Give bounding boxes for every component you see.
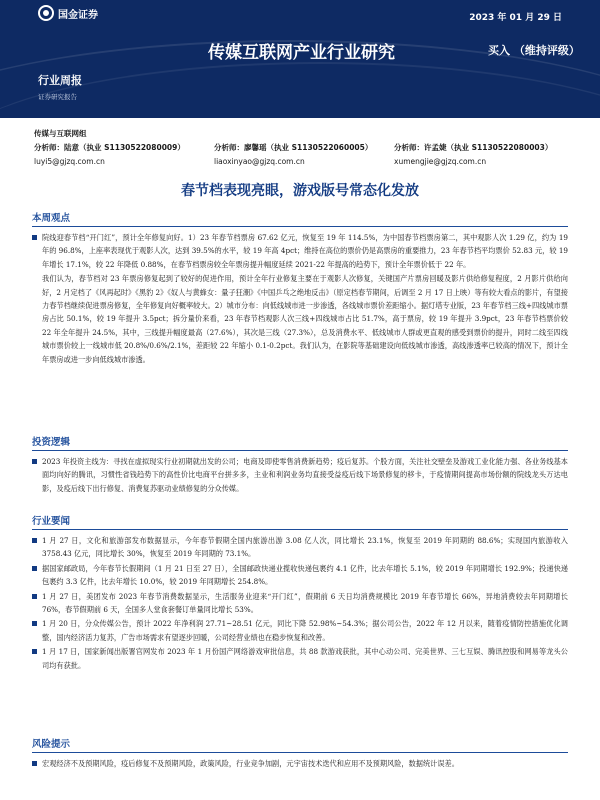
section-viewpoint: [32, 210, 568, 366]
analyst-name: 分析师：许孟婕（执业 S1130522080003）: [394, 143, 553, 152]
logo-icon: [38, 5, 54, 21]
bullet-item: 2023 年投资主线为：寻找在虚拟现实行业初期就出发的公司；电商及即使零售消费新趋势；疫后复苏。个股方面，关注社交壁垒及游戏工业化能力强、各业务线基本面均向好的腾讯，习惯性省钱趋势下的高性价比电商平台拼多多，主业和利润业务均直接受益疫后线下场景修复的移卡，于疫情期间提高市场份额的院线龙头万达电影，及疫后线下出行修复、消费复苏驱动业绩修复的分众传媒。: [32, 455, 568, 495]
section-title: [32, 736, 568, 753]
section-logic: [32, 434, 568, 496]
analyst-card: [34, 142, 214, 166]
section-risk: [32, 736, 568, 771]
analyst-email[interactable]: liaoxinyao@gjzq.com.cn: [214, 157, 305, 166]
analyst-email[interactable]: luyi5@gjzq.com.cn: [34, 157, 105, 166]
section-title-text: 行业要闻: [32, 516, 71, 527]
bullet-item: 宏观经济不及预期风险，疫后修复不及预期风险，政策风险，行业竞争加剧，元宇宙技术迭代和应用不及预期风险，数据统计误差。: [32, 757, 568, 770]
logo-text: 国金证券: [58, 9, 98, 21]
analyst-email[interactable]: xumengjie@gjzq.com.cn: [394, 157, 487, 166]
analyst-name: 分析师：廖馨瑶（执业 S1130522060005）: [214, 143, 373, 152]
bullet-item: 1 月 27 日，美团发布 2023 年春节消费数据显示，生活服务业迎来“开门红”，假期前 6 天日均消费规模比 2019 年春节增长 66%，异地消费较去年同期增长 76%，春节假期前 6 天，全国多人堂食套餐订单量同比增长 53%。: [32, 590, 568, 617]
report-title: 传媒互联网产业行业研究: [208, 43, 395, 63]
paragraph: 我们认为，春节档对 23 年票房修复起到了较好的促进作用，预计全年行业修复主要在于观影人次修复，关键国产片票房回暖及影片供给修复程度，2 月影片供给向好，2 月定档了《风再起时》《黑豹 2》《奴人与黄蜂女：量子狂潮》《中国乒乓之绝地反击》（原定档春节期间，后调至 2 月 17 日上映）等有较大看点的影片，有望接力春节档继续促进票房修复，全年修复向好概率较大。2）城市分布：向低线城市进一步渗透，各线城市票价差距缩小。据灯塔专业版，23 年春节档三线+四线城市票房占比 50.1%，较 19 年提升 3.5pct；拆分量价来看，23 年春节档观影人次三线+四线城市占比 51.7%，高于票房，较 19 年提升 3.9pct，23 年春节档票价较 22 年全年提升 24.5%，其中，三线提升幅度最高（27.6%），其次是三线（27.3%），总及消费水平、低线城市人群或更直观的感受到票价的提升，同时二线至四线城市票价较上一线城市低 20.8%/0.6%/2.1%，差距较 22 年缩小 0.1-0.2pct。我们认为，在影院等基础建设向低线城市渗透，高线渗透率已较高的情况下，预计全年票房或进一步向低线城市渗透。: [42, 274, 568, 364]
headline: 春节档表现亮眼，游戏版号常态化发放: [181, 183, 419, 199]
header-banner: [0, 0, 600, 118]
analyst-group: 传媒与互联网组: [34, 129, 87, 138]
report-date: 2023 年 01 月 29 日: [469, 13, 562, 23]
section-title: [32, 434, 568, 451]
analyst-row: [34, 142, 574, 166]
analyst-block: [34, 128, 574, 166]
section-title-text: 投资逻辑: [32, 437, 71, 448]
section-title-text: 本周观点: [32, 213, 71, 224]
section-title: [32, 210, 568, 227]
analyst-name: 分析师：陆意（执业 S1130522080009）: [34, 143, 185, 152]
report-subtype: 证券研究报告: [38, 93, 77, 101]
report-type: 行业周报: [38, 74, 82, 87]
analyst-card: [214, 142, 394, 166]
bullet-item: 1 月 20 日，分众传媒公告，预计 2022 年净利润 27.71~28.51 亿元，同比下降 52.98%~54.3%；据公司公告，2022 年 12 月以来，随着疫情防控措施优化调整，国内经济活力复苏，广告市场需求有望逐步回暖，公司经营业绩也在稳步恢复和改善。: [32, 617, 568, 644]
section-title-text: 风险提示: [32, 739, 71, 750]
rating-label: 买入 （维持评级）: [488, 44, 580, 57]
section-news: [32, 513, 568, 673]
bullet-item: 1 月 27 日，文化和旅游部发布数据显示，今年春节假期全国内旅游出游 3.08 亿人次，同比增长 23.1%，恢复至 2019 年同期的 88.6%；实现国内旅游收入 3758.43 亿元，同比增长 30%，恢复至 2019 年同期的 73.1%。: [32, 534, 568, 561]
analyst-card: [394, 142, 574, 166]
bullet-item: 据国家邮政局，今年春节长假期间（1 月 21 日至 27 日），全国邮政快递业揽收快递包裹约 4.1 亿件，比去年增长 5.1%，较 2019 年同期增长 192.9%；投递快递包裹约 3.3 亿件，比去年增长 10.0%，较 2019 年同期增长 254.8%。: [32, 562, 568, 589]
section-title: [32, 513, 568, 530]
bullet-item: 1 月 17 日，国家新闻出版署官网发布 2023 年 1 月份国产网络游戏审批信息，共 88 款游戏获批，其中心动公司、完美世界、三七互娱、腾讯控股和网易等龙头公司均有获批。: [32, 645, 568, 672]
bullet-item: 院线迎春节档“开门红”，预计全年修复向好。1）23 年春节档票房 67.62 亿元，恢复至 19 年 114.5%，为中国春节档票房第二，其中观影人次 1.29 亿，约为 19 年的 96.8%，上座率表现优于观影人次，达到 39.5%的水平，较 19 年高 4pct；维持在高位的票价仍是高票房的重要推力，23 年春节档平均票价 52.83 元，较 19 年增长 17.1%，较 22 年降低 0.88%，在春节档票房较全年票房提升幅度延续 2021-22 年提高的趋势下，预计全年票价低于 22 年。: [32, 231, 568, 271]
company-logo: [38, 5, 98, 21]
